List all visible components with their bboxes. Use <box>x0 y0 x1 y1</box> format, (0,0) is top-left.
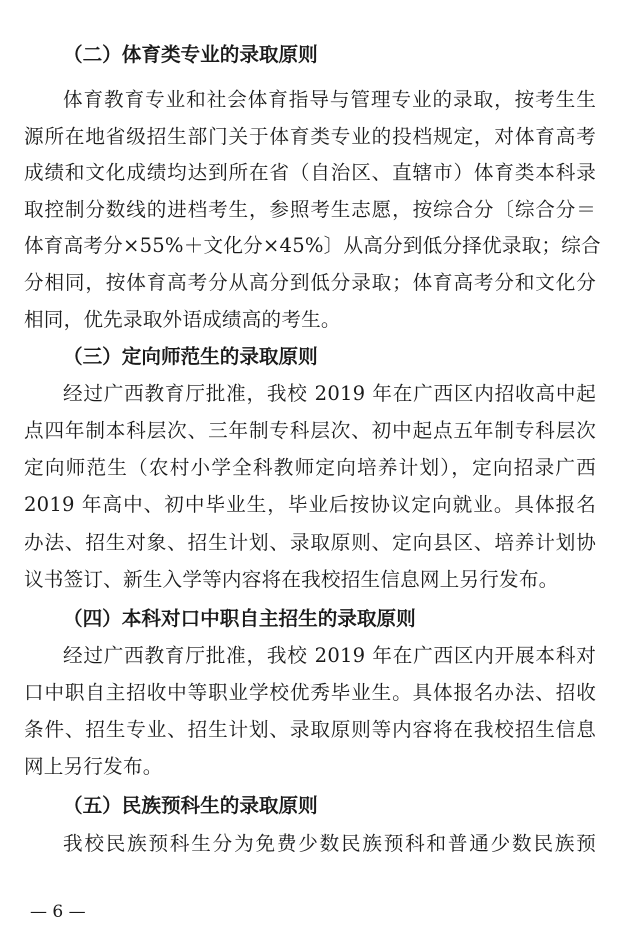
paragraph-line: 我校民族预科生分为免费少数民族预科和普通少数民族预 <box>63 832 596 855</box>
paragraph-line: 2019 年高中、初中毕业生，毕业后按协议定向就业。具体报名 <box>24 493 596 516</box>
paragraph-line: 相同，优先录取外语成绩高的考生。 <box>24 308 341 331</box>
section-heading-3: （三）定向师范生的录取原则 <box>63 345 318 368</box>
paragraph-line: 网上另行发布。 <box>24 755 163 778</box>
paragraph-line: 取控制分数线的进档考生，参照考生志愿，按综合分〔综合分＝ <box>24 198 596 221</box>
section-heading-4: （四）本科对口中职自主招生的录取原则 <box>63 607 416 630</box>
paragraph-line: 定向师范生（农村小学全科教师定向培养计划），定向招录广西 <box>24 456 596 479</box>
paragraph-line: 经过广西教育厅批准，我校 2019 年在广西区内开展本科对 <box>63 644 596 667</box>
paragraph-line: 条件、招生专业、招生计划、录取原则等内容将在我校招生信息 <box>24 718 596 741</box>
page-number: — 6 — <box>30 902 86 922</box>
paragraph-line: 成绩和文化成绩均达到所在省（自治区、直辖市）体育类本科录 <box>24 161 596 184</box>
paragraph-line: 分相同，按体育高考分从高分到低分录取；体育高考分和文化分 <box>24 271 596 294</box>
paragraph-line: 体育高考分×55%＋文化分×45%〕从高分到低分择优录取；综合 <box>24 234 601 257</box>
paragraph-line: 议书签订、新生入学等内容将在我校招生信息网上另行发布。 <box>24 568 559 591</box>
section-heading-2: （二）体育类专业的录取原则 <box>63 43 318 66</box>
paragraph-line: 经过广西教育厅批准，我校 2019 年在广西区内招收高中起 <box>63 382 596 405</box>
section-heading-5: （五）民族预科生的录取原则 <box>63 794 318 817</box>
paragraph-line: 口中职自主招收中等职业学校优秀毕业生。具体报名办法、招收 <box>24 681 596 704</box>
paragraph-line: 体育教育专业和社会体育指导与管理专业的录取，按考生生 <box>63 88 596 111</box>
paragraph-line: 点四年制本科层次、三年制专科层次、初中起点五年制专科层次 <box>24 419 596 442</box>
paragraph-line: 办法、招生对象、招生计划、录取原则、定向县区、培养计划协 <box>24 531 596 554</box>
paragraph-line: 源所在地省级招生部门关于体育类专业的投档规定，对体育高考 <box>24 125 596 148</box>
